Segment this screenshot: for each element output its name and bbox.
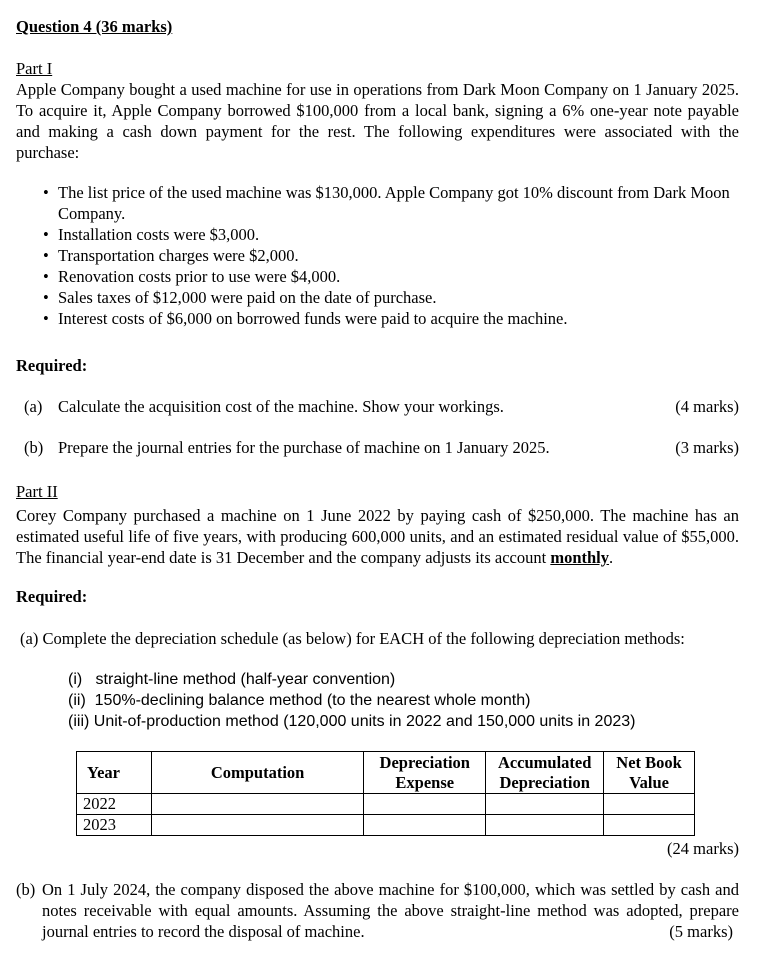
part2-marks-a: (24 marks) [667,839,739,858]
part2-marks-b: (5 marks) [661,921,733,942]
method-ii: (ii) 150%-declining balance method (to the nearest whole month) [68,692,531,709]
year-cell: 2023 [77,815,152,836]
header-accumulated-depreciation [486,752,604,794]
header-line: Accumulated [497,752,592,772]
empty-cell [486,815,604,836]
header-line: Depreciation [499,772,590,792]
expenditure-list [43,182,739,329]
item-label: (a) [24,397,43,416]
header-depreciation-expense [364,752,486,794]
table-header-row [77,752,695,794]
header-line: Expense [395,772,455,792]
question-heading: Question 4 (36 marks) [16,17,173,36]
year-cell: 2022 [77,794,152,815]
list-item: • Transportation charges were $2,000. [43,245,739,266]
part1-required-label: Required: [16,356,88,375]
list-item: • Sales taxes of $12,000 were paid on the date of purchase. [43,287,739,308]
empty-cell [364,794,486,815]
empty-cell [486,794,604,815]
item-label: (b) [24,438,44,457]
header-line: Value [629,772,669,792]
header-net-book-value [604,752,695,794]
item-marks: (4 marks) [675,397,739,416]
empty-cell [604,815,695,836]
empty-cell [604,794,695,815]
part2-intro-end: . [609,548,614,567]
part2-required-label: Required: [16,587,88,606]
list-item: • Installation costs were $3,000. [43,224,739,245]
part2-title: Part II [16,482,58,501]
list-item: • Interest costs of $6,000 on borrowed funds were paid to acquire the machine. [43,308,739,329]
part1-title: Part I [16,59,53,78]
part2-item-b-label: (b) [16,880,36,899]
item-marks: (3 marks) [675,438,739,457]
part2-intro-text: Corey Company purchased a machine on 1 June 2022 by paying cash of $250,000. The machine has an estimated useful life of five years, with producing 600,000 units, and an estimated residual value of $55,000. The financial year-end date is 31 December and the company adjusts its account [16,506,739,567]
header-computation: Computation [151,752,363,794]
table-row [77,815,695,836]
list-item: • The list price of the used machine was $130,000. Apple Company got 10% discount from Dark Moon Company. [43,182,739,224]
empty-cell [151,794,363,815]
item-text: Calculate the acquisition cost of the machine. Show your workings. [58,397,504,416]
table-row [77,794,695,815]
header-year: Year [77,752,152,794]
part2-item-b-text: On 1 July 2024, the company disposed the above machine for $100,000, which was settled by cash and notes receivable with equal amounts. Assuming the above straight-line method was adopted, prepare journal entries to record the disposal of machine. [42,880,739,941]
empty-cell [364,815,486,836]
header-line: Depreciation [379,752,470,772]
empty-cell [151,815,363,836]
item-text: Prepare the journal entries for the purchase of machine on 1 January 2025. [58,438,550,457]
depreciation-schedule-table [76,751,695,836]
method-iii: (iii) Unit-of-production method (120,000 units in 2022 and 150,000 units in 2023) [68,713,636,730]
part2-item-a: (a) Complete the depreciation schedule (as below) for EACH of the following depreciation methods: [20,629,685,648]
method-i: (i) straight-line method (half-year convention) [68,671,396,688]
monthly-emphasis: monthly [550,548,610,567]
list-item: • Renovation costs prior to use were $4,000. [43,266,739,287]
part1-intro: Apple Company bought a used machine for use in operations from Dark Moon Company on 1 January 2025. To acquire it, Apple Company borrowed $100,000 from a local bank, signing a 6% one-year note payable and making a cash down payment for the rest. The following expenditures were associated with the purchase: [16,80,739,162]
header-line: Net Book [616,752,682,772]
part2-intro [16,505,739,568]
